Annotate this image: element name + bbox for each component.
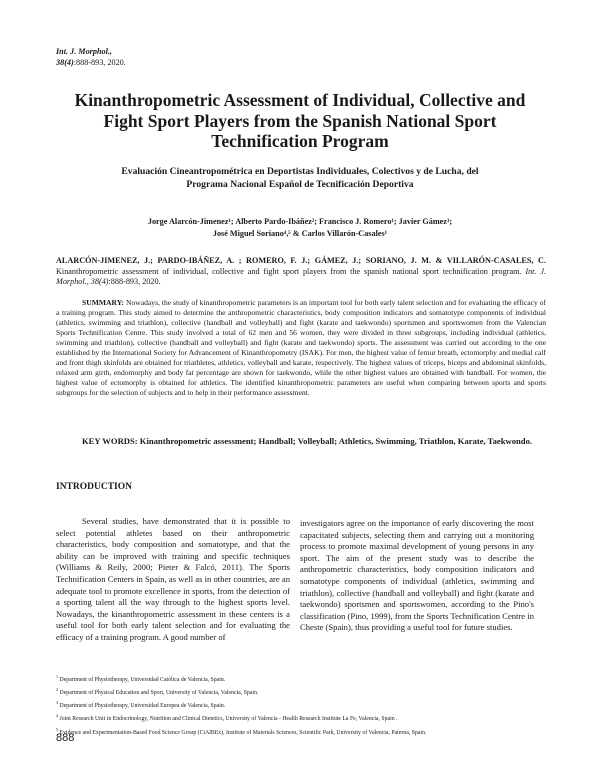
author-line-2: José Miguel Soriano⁴,⁵ & Carlos Villarón-Casales¹ [212, 229, 388, 238]
author-list [90, 216, 510, 240]
journal-name: Int. J. Morphol., [56, 47, 112, 56]
author-line-1: Jorge Alarcón-Jimenez¹; Alberto Pardo-Ibáñez²; Francisco J. Romero¹; Javier Gámez³; [147, 217, 453, 226]
abstract-text: Nowadays, the study of kinanthropometric parameters is an important tool for both early talent selection and for evaluating the efficacy of a training program. This study aimed to determine the anthropometric characteristics, body composition indicators and somatotype components of individual (athletics, swimming and triathlon), collective (handball and volleyball) and fight (karate and taekwondo) sportsmen and sportswomen from the Valencian Sports Technification Centre. This study involved a total of 62 men and 56 women, they were divided in three subgroups, including individual (athletics, swimming and triathlon), collective (handball and volleyball) and fight (karate and taekwondo) sports. The assessment was carried out according to the one established by the International Society for Advancement of Kinanthropometry (ISAK). For men, the highest value of femur breath, ectomorphy and medial calf and front thigh skinfolds are obtained for triathletes, athletics, volleyball and karate, respectively. The highest values of triceps, biceps and abdominal skinfolds, relaxed arm girth, endomorphy and body fat percentage are shown for taekwondo, while the other highest values are obtained with handball. For women, the highest value of ectomorphy is obtained for athletics. The identified kinanthropometric parameters are useful when comparing between sports and sports subgroups for the selection of subjects and to help in their performance assessment. [56, 298, 546, 397]
affiliation-footnotes [56, 672, 556, 738]
citation [56, 256, 546, 288]
section-heading-introduction: INTRODUCTION [56, 482, 133, 492]
journal-issue [56, 57, 126, 68]
page-number: 888 [56, 732, 75, 744]
footnote: $^4$ Joint Research Unit in Endocrinology, Nutrition and Clinical Dietetics, University of Valencia - Health Research Institute La Fe, Valencia, Spain . [56, 713, 398, 723]
citation-text: Kinanthropometric assessment of individual, collective and fight sport players from the spanish national sport technification program. [56, 266, 522, 276]
introduction-left-column: Several studies, have demonstrated that it is possible to select potential athletes based on their anthropometric characteristics, body composition and somatotype, and that the ability can be improved with training and specific techniques (Williams & Reily, 2000; Pieter & Falcó, 2011). The Sports Technification Centers in Spain, as well as in other countries, are an adequate tool to promote excellence in sports, from the detection of a sporting talent all the way through to the highest sports level. Nowadays, the kinanthropometric assessment in these centers is a useful tool for both early talent selection and for evaluating the efficacy of a training program. A good number of [56, 516, 290, 642]
footnote: $^1$ Department of Physiotherapy, Universidad Católica de Valencia, Spain. [56, 674, 226, 683]
abstract [56, 298, 546, 398]
citation-pages: :888-893, 2020. [108, 277, 161, 287]
journal-header [56, 46, 126, 68]
citation-authors: ALARCÓN-JIMENEZ, J.; PARDO-IBÁÑEZ, A. ; ROMERO, F. J.; GÁMEZ, J.; SORIANO, J. M. & VILLARÓN-CASALES, C. [56, 256, 546, 265]
abstract-label: SUMMARY: [82, 298, 125, 307]
footnote: $^5$ Evidence and Experimentation-Based Food Science Group (CiAlBEx), Institute of Materials Sciences, Scientific Park, University of Valencia, Paterna, Spain. [56, 726, 427, 736]
article-title: Kinanthropometric Assessment of Individual, Collective and Fight Sport Players from the Spanish National Sport Technification Program [74, 90, 526, 151]
introduction-right-column: investigators agree on the importance of early discovering the most capacitated subjects, selecting them and carrying out a monitoring process to promote maximal development of young persons in any sport. The aim of the present study was to describe the anthropometric characteristics, body composition indicators and somatotype components of individual (athletics, swimming and triathlon), collective (handball and volleyball) and fight (karate and taekwondo) sportsmen and sportswomen, according to the Pino's classification (Pino, 1999), from the Sports Technification Centre in Cheste (Spain), thus providing a useful tool for future studies. [300, 518, 534, 633]
journal-pages: :888-893, 2020. [73, 58, 126, 67]
footnote: $^3$ Department of Physiotherapy, Universidad Europea de Valencia, Spain. [56, 700, 226, 710]
journal-volume: 38(4) [56, 58, 74, 67]
article-subtitle-spanish: Evaluación Cineantropométrica en Deportistas Individuales, Colectivos y de Lucha, del Programa Nacional Español de Tecnificación Deportiva [121, 166, 479, 190]
footnote: $^2$ Department of Physical Education and Sport, University of Valencia, Valencia, Spain. [56, 687, 259, 697]
citation-journal: Int. J. Morphol., 38(4) [56, 266, 547, 287]
keywords: KEY WORDS: Kinanthropometric assessment; Handball; Volleyball; Athletics, Swimming, Triathlon, Karate, Taekwondo. [82, 436, 533, 446]
